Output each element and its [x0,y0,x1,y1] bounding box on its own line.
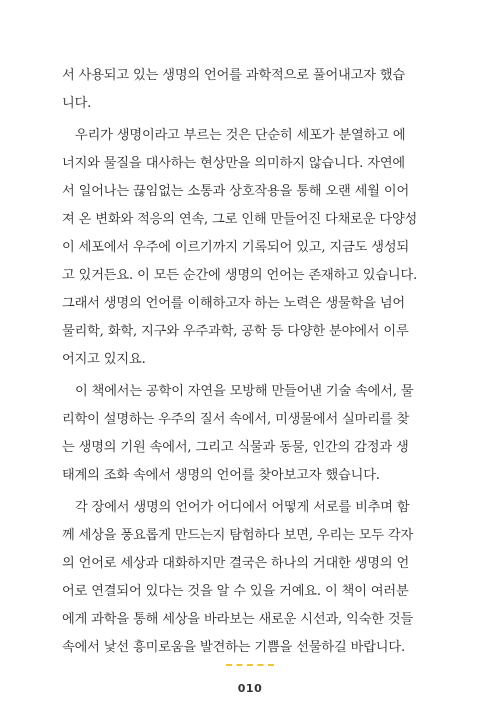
text-line: 태계의 조화 속에서 생명의 언어를 찾아보고자 했습니다. [62,468,380,483]
text-line: 에게 과학을 통해 세상을 바라보는 새로운 시선과, 익숙한 것들 [62,612,414,627]
text-line: 리학이 설명하는 우주의 질서 속에서, 미생물에서 실마리를 찾 [62,412,410,427]
text-line: 이 책에서는 공학이 자연을 모방해 만들어낸 기술 속에서, 물 [75,384,414,399]
text-line: 우리가 생명이라고 부르는 것은 단순히 세포가 분열하고 에 [75,128,406,143]
text-line: 어지고 있지요. [62,352,146,367]
text-line: 니다. [62,96,92,111]
text-line: 물리학, 화학, 지구와 우주과학, 공학 등 다양한 분야에서 이루 [62,324,409,339]
text-line: 너지와 물질을 대사하는 현상만을 의미하지 않습니다. 자연에 [62,156,406,171]
text-line: 께 세상을 풍요롭게 만드는지 탐험하다 보면, 우리는 모두 각자 [62,528,414,543]
text-line: 서 일어나는 끊임없는 소통과 상호작용을 통해 오랜 세월 이어 [62,184,410,199]
footer-dashed-rule [226,664,274,666]
text-line: 는 생명의 기원 속에서, 그리고 식물과 동물, 인간의 감정과 생 [62,440,409,455]
page-number: 010 [237,682,263,695]
text-line: 고 있거든요. 이 모든 순간에 생명의 언어는 존재하고 있습니다. [62,268,418,283]
text-line: 의 언어로 세상과 대화하지만 결국은 하나의 거대한 생명의 언 [62,556,410,571]
text-line: 어로 연결되어 있다는 것을 알 수 있을 거예요. 이 책이 여러분 [62,584,409,599]
text-line: 져 온 변화와 적응의 연속, 그로 인해 만들어진 다채로운 다양성 [62,212,418,227]
text-line: 각 장에서 생명의 언어가 어디에서 어떻게 서로를 비추며 함 [75,500,410,515]
text-line: 이 세포에서 우주에 이르기까지 기록되어 있고, 지금도 생성되 [62,240,410,255]
text-line: 서 사용되고 있는 생명의 언어를 과학적으로 풀어내고자 했습 [62,68,406,83]
text-line: 속에서 낯선 흥미로움을 발견하는 기쁨을 선물하길 바랍니다. [62,640,406,655]
text-line: 그래서 생명의 언어를 이해하고자 하는 노력은 생물학을 넘어 [62,296,406,311]
